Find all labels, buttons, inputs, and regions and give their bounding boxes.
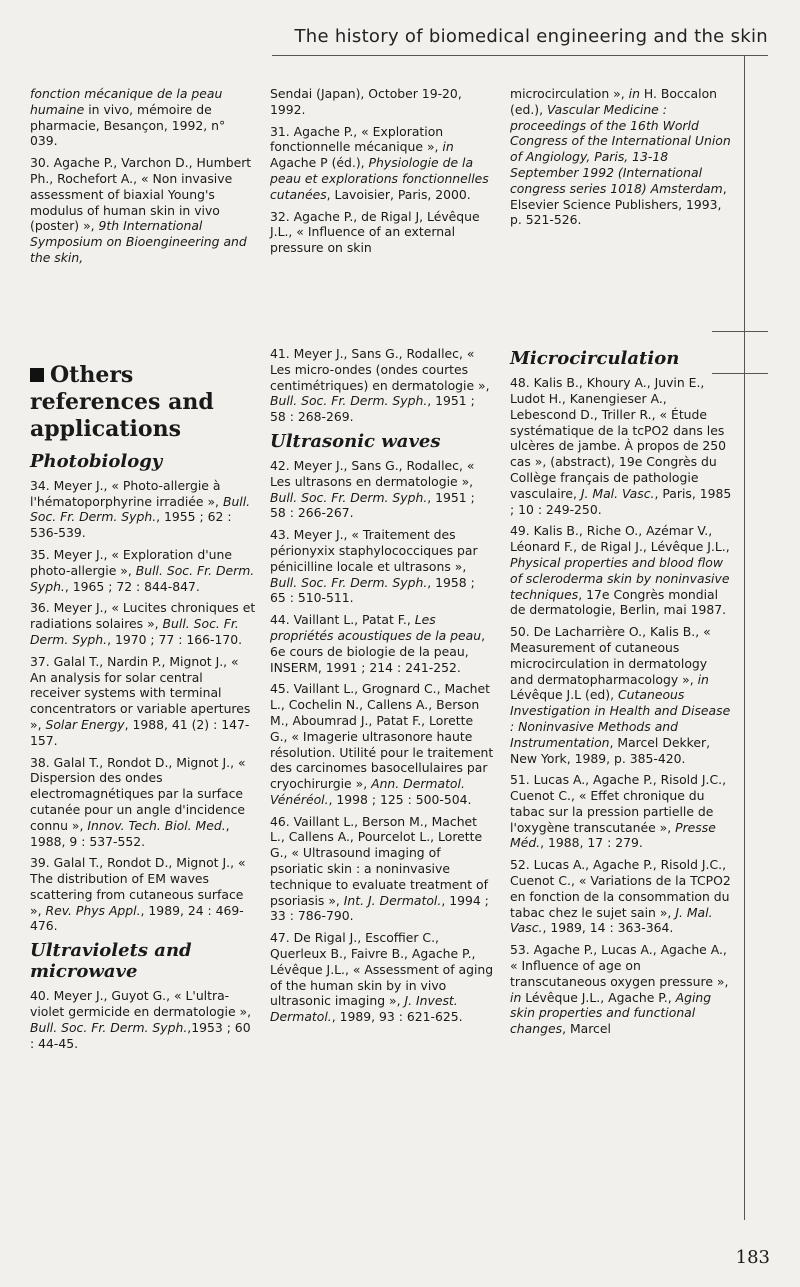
reference-51 — [510, 772, 734, 851]
reference-52 — [510, 857, 734, 936]
italic-text: Int. J. Dermatol. — [343, 892, 442, 908]
text-segment: 49. Kalis B., Riche O., Azémar V., Léonard F., de Rigal J., Lévêque J.L., — [510, 523, 730, 555]
text-segment: 35. Meyer J., « Exploration d'une photo-allergie », — [30, 546, 232, 578]
text-segment: Agache P (éd.), — [270, 155, 369, 171]
text-segment: , Marcel Dekker, New York, 1989, p. 385-420. — [510, 734, 711, 766]
reference-30 — [30, 155, 256, 266]
column-gap — [510, 234, 734, 344]
reference-continuation — [30, 86, 256, 149]
text-segment: 36. Meyer J., « Lucites chroniques et radiations solaires », — [30, 600, 256, 632]
section-title — [30, 362, 256, 443]
text-segment: Lévêque J.L (ed), — [510, 687, 619, 703]
reference-50 — [510, 624, 734, 766]
text-segment: 39. Galal T., Rondot D., Mignot J., « The distribution of EM waves scattering from cutaneous surface », — [30, 855, 246, 918]
italic-text: Cutaneous Investigation in Health and Disease : Noninvasive Methods and Instrumentation — [510, 687, 731, 750]
italic-text: in — [697, 671, 709, 687]
text-segment: 45. Vaillant L., Grognard C., Machet L., Cochelin N., Callens A., Berson M., Aboumrad J., Patat F., Lorette G., « Imagerie ultrasonore haute résolution. Utilité pour le traitement des carcinomes basocellulaires par cryochirurgie », — [270, 681, 494, 792]
text-segment: microcirculation », — [510, 86, 629, 101]
text-segment: 43. Meyer J., « Traitement des périonyxix staphylococciques par pénicilline locale et ultrasons », — [270, 527, 478, 574]
reference-53 — [510, 942, 734, 1037]
text-segment: 53. Agache P., Lucas A., Agache A., « Influence of age on transcutaneous oxygen pressure », — [510, 942, 729, 989]
running-title: The history of biomedical engineering and the skin — [294, 26, 768, 47]
text-segment: , 1998 ; 125 : 500-504. — [328, 791, 472, 807]
column-gap — [30, 272, 256, 362]
text-segment: , 1988, 9 : 537-552. — [30, 817, 230, 849]
text-segment: 31. Agache P., « Exploration fonctionnelle mécanique », — [270, 123, 444, 155]
italic-text: Bull. Soc. Fr. Derm. Syph. — [30, 616, 239, 647]
square-bullet-icon — [30, 368, 44, 382]
reference-48 — [510, 375, 734, 517]
reference-continuation — [510, 86, 734, 228]
reference-35 — [30, 547, 256, 594]
italic-text: Physiologie de la peau et explorations fonctionnelles cutanées — [270, 155, 489, 202]
text-segment: , Lavoisier, Paris, 2000. — [326, 186, 471, 202]
text-segment: Lévêque J.L., Agache P., — [521, 989, 676, 1005]
text-segment: , 1955 ; 62 : 536-539. — [30, 509, 232, 541]
italic-text: Bull. Soc. Fr. Derm. Syph. — [270, 489, 428, 505]
text-segment: Sendai (Japan), October 19-20, 1992. — [270, 86, 462, 117]
section-title-text: Others references and applications — [30, 361, 214, 442]
text-segment: 50. De Lacharrière O., Kalis B., « Measurement of cutaneous microcirculation in dermatology and dermatopharmacology », — [510, 624, 711, 687]
reference-37 — [30, 654, 256, 749]
italic-text: Bull. Soc. Fr. Derm. Syph. — [30, 493, 251, 525]
column-2 — [270, 86, 494, 1031]
text-segment: 40. Meyer J., Guyot G., « L'ultra-violet germicide en dermatologie », — [30, 988, 252, 1020]
text-segment: 42. Meyer J., Sans G., Rodallec, « Les ultrasons en dermatologie », — [270, 457, 475, 489]
text-segment: , 1994 ; 33 : 786-790. — [270, 892, 489, 924]
italic-text: in — [442, 139, 454, 155]
text-segment: , 1965 ; 72 : 844-847. — [64, 578, 200, 594]
margin-vertical-rule — [744, 56, 745, 1220]
reference-44 — [270, 612, 494, 675]
text-segment: , 1989, 93 : 621-625. — [331, 1009, 463, 1025]
reference-40 — [30, 988, 256, 1051]
text-segment: , 1989, 14 : 363-364. — [542, 920, 674, 936]
italic-text: Bull. Soc. Fr. Derm. Syph. — [30, 562, 255, 594]
text-segment: 52. Lucas A., Agache P., Risold J.C., Cuenot C., « Variations de la TCPO2 en fonction de la consommation du tabac chez le sujet sain », — [510, 857, 731, 920]
text-segment: , 1988, 17 : 279. — [540, 835, 643, 851]
reference-continuation — [270, 86, 494, 118]
subsection-title-photobiology: Photobiology — [30, 450, 163, 472]
italic-text: J. Invest. Dermatol. — [270, 993, 458, 1025]
italic-text: fonction mécanique de la peau humaine — [30, 86, 223, 117]
text-segment: , 6e cours de biologie de la peau, INSERM, 1991 ; 214 : 241-252. — [270, 627, 486, 675]
reference-43 — [270, 527, 494, 606]
text-segment: 34. Meyer J., « Photo-allergie à l'hématoporphyrine irradiée », — [30, 477, 223, 509]
text-segment: in vivo, mémoire de pharmacie, Besançon, 1992, n° 039. — [30, 101, 226, 149]
reference-38 — [30, 755, 256, 850]
text-segment: 41. Meyer J., Sans G., Rodallec, « Les micro-ondes (ondes courtes centimétriques) en dermatologie », — [270, 345, 490, 393]
italic-text: in — [510, 989, 522, 1005]
reference-39 — [30, 855, 256, 934]
italic-text: Les propriétés acoustiques de la peau — [270, 612, 482, 643]
italic-text: 9th International Symposium on Bioengineering and the skin, — [30, 218, 247, 265]
reference-36 — [30, 600, 256, 647]
reference-45 — [270, 681, 494, 807]
text-segment: ,1953 ; 60 : 44-45. — [30, 1019, 251, 1051]
text-segment: , 1988, 41 (2) : 147-157. — [30, 716, 250, 748]
reference-31 — [270, 124, 494, 203]
subsection-title-ultraviolets: Ultraviolets and microwave — [30, 940, 192, 983]
text-segment: , 17e Congrès mondial de dermatologie, Berlin, mai 1987. — [510, 586, 727, 618]
text-segment: , Elsevier Science Publishers, 1993, p. 521-526. — [510, 180, 727, 228]
reference-32 — [270, 209, 494, 256]
italic-text: Bull. Soc. Fr. Derm. Syph. — [30, 1019, 188, 1035]
italic-text: in — [628, 86, 640, 101]
column-3 — [510, 86, 734, 1043]
column-1 — [30, 86, 256, 1057]
column-gap — [270, 262, 494, 346]
italic-text: Ann. Dermatol. Vénéréol. — [270, 776, 465, 807]
italic-text: Aging skin properties and functional changes — [510, 989, 712, 1037]
text-segment: 37. Galal T., Nardin P., Mignot J., « An analysis for solar central receiver systems with terminal concentrators or variable apertures », — [30, 653, 251, 732]
italic-text: Solar Energy — [45, 716, 125, 732]
text-segment: 44. Vaillant L., Patat F., — [270, 612, 415, 628]
italic-text: Presse Méd. — [510, 819, 716, 851]
text-segment: , 1989, 24 : 469-476. — [30, 902, 244, 934]
italic-text: Vascular Medicine : proceedings of the 16th World Congress of the International Union of Angiology, Paris, 13-18 September 1992 (International congress series 1018) Amsterdam — [510, 101, 731, 196]
italic-text: Innov. Tech. Biol. Med. — [87, 817, 226, 833]
text-segment: 32. Agache P., de Rigal J, Lévêque J.L., « Influence of an external pressure on skin — [270, 208, 480, 256]
reference-46 — [270, 814, 494, 925]
reference-47 — [270, 930, 494, 1025]
text-segment: , 1951 ; 58 : 268-269. — [270, 393, 475, 425]
italic-text: Rev. Phys Appl. — [45, 902, 141, 918]
text-segment: , Marcel — [562, 1021, 611, 1037]
text-segment: 38. Galal T., Rondot D., Mignot J., « Dispersion des ondes electromagnétiques par la surface cutanée pour un angle d'incidence connu », — [30, 754, 246, 833]
text-segment: , 1970 ; 77 : 166-170. — [107, 631, 243, 647]
italic-text: J. Mal. Vasc. — [510, 904, 713, 936]
subsection-title-ultrasonic: Ultrasonic waves — [270, 430, 441, 452]
page-header — [0, 20, 768, 56]
reference-41 — [270, 346, 494, 425]
italic-text: J. Mal. Vasc. — [580, 485, 655, 501]
reference-42 — [270, 458, 494, 521]
text-segment: 51. Lucas A., Agache P., Risold J.C., Cuenot C., « Effet chronique du tabac sur la pression partielle de l'oxygène transcutanée », — [510, 772, 727, 835]
page-number: 183 — [735, 1247, 770, 1268]
italic-text: Bull. Soc. Fr. Derm. Syph. — [270, 393, 428, 409]
text-segment: , Paris, 1985 ; 10 : 249-250. — [510, 485, 732, 517]
subsection-title-microcirculation: Microcirculation — [510, 348, 680, 370]
reference-49 — [510, 523, 734, 618]
text-segment: 47. De Rigal J., Escoffier C., Querleux B., Faivre B., Agache P., Lévêque J.L., « Assessment of aging of the human skin by in vivo ultrasonic imaging », — [270, 930, 494, 1009]
italic-text: Bull. Soc. Fr. Derm. Syph. — [270, 574, 428, 590]
text-segment: 30. Agache P., Varchon D., Humbert Ph., Rochefort A., « Non invasive assessment of biaxial Young's modulus of human skin in vivo (poster) », — [30, 155, 252, 234]
text-segment: , 1951 ; 58 : 266-267. — [270, 489, 475, 521]
reference-34 — [30, 478, 256, 541]
italic-text: Physical properties and blood flow of scleroderma skin by noninvasive techniques — [510, 554, 730, 602]
text-segment: 48. Kalis B., Khoury A., Juvin E., Ludot H., Kanengieser A., Lebescond D., Triller R., « Étude systématique de la tcPO2 dans les ulcères de jambe. À propos de 250 cas », (abstract), 19e Congrès du Collège français de pathologie vasculaire, — [510, 375, 727, 501]
header-rule — [272, 55, 768, 56]
text-segment: 46. Vaillant L., Berson M., Machet L., Callens A., Pourcelot L., Lorette G., « Ultrasound imaging of psoriatic skin : a noninvasive technique to evaluate treatment of psoriasis », — [270, 813, 488, 908]
text-segment: H. Boccalon (ed.), — [510, 86, 718, 117]
text-segment: , 1958 ; 65 : 510-511. — [270, 574, 475, 606]
